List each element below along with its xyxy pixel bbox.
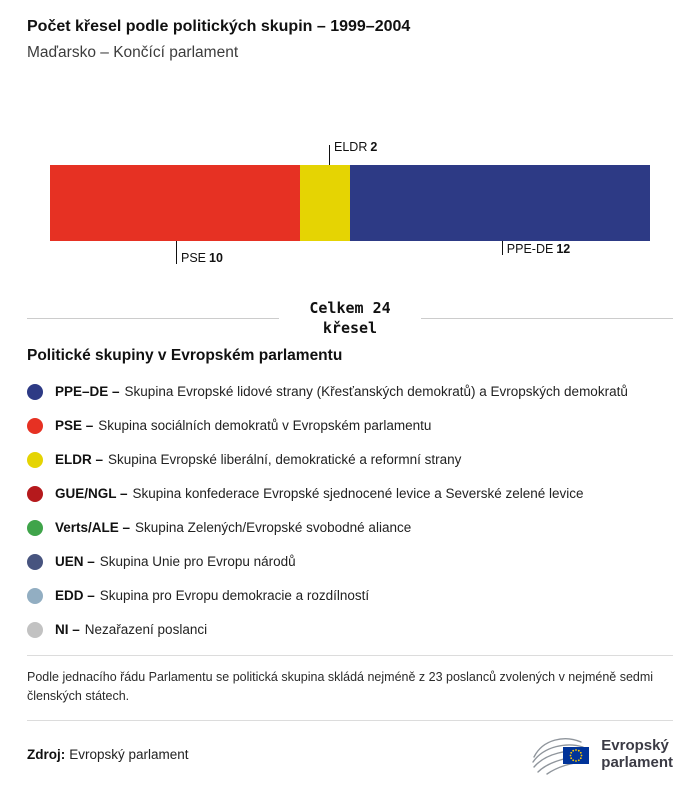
total-seats-caption — [27, 298, 673, 339]
ep-logo-line1: Evropský — [601, 737, 669, 754]
legend-abbr: ELDR – — [55, 452, 104, 467]
legend-dot — [27, 384, 43, 400]
bar-segment-eldr — [300, 165, 350, 241]
legend-item-eldr — [27, 443, 673, 477]
legend-text — [55, 554, 296, 569]
ep-logo-mark — [531, 733, 591, 775]
ep-logo-text — [601, 737, 673, 772]
legend-text — [55, 486, 584, 501]
legend-text — [55, 384, 628, 399]
source — [27, 747, 189, 762]
legend-desc: Nezařazení poslanci — [84, 622, 208, 637]
legend-abbr: UEN – — [55, 554, 95, 569]
bar-tick-ppe — [502, 241, 503, 255]
legend-text — [55, 588, 369, 603]
stacked-bar — [50, 165, 650, 241]
bar-label-pse — [181, 251, 223, 265]
legend-dot — [27, 452, 43, 468]
legend-abbr: EDD – — [55, 588, 95, 603]
legend-item-ni — [27, 613, 673, 647]
legend-heading: Politické skupiny v Evropském parlamentu — [27, 346, 343, 364]
bar-label-pse-name: PSE — [181, 251, 207, 265]
legend-item-pse — [27, 409, 673, 443]
bar-label-eldr-name: ELDR — [334, 140, 368, 154]
bar-tick-eldr — [329, 145, 330, 165]
legend-item-gue-ngl — [27, 477, 673, 511]
legend-text — [55, 622, 207, 637]
footnote: Podle jednacího řádu Parlamentu se politická skupina skládá nejméně z 23 poslanců zvolených v nejméně sedmi členských státech. — [27, 669, 654, 703]
legend-item-ppe-de — [27, 375, 673, 409]
legend-desc: Skupina Unie pro Evropu národů — [99, 554, 296, 569]
legend-dot — [27, 486, 43, 502]
bar-label-ppe-de — [507, 242, 570, 256]
bar-segment-ppe-de — [350, 165, 650, 241]
legend-text — [55, 520, 411, 535]
page-title: Počet křesel podle politických skupin – 1999–2004 — [27, 18, 411, 35]
total-rule-right — [421, 318, 673, 319]
total-line2: křesel — [322, 319, 378, 338]
header — [0, 0, 700, 62]
legend-item-edd — [27, 579, 673, 613]
legend-item-uen — [27, 545, 673, 579]
bar-segment-pse — [50, 165, 300, 241]
legend — [27, 375, 673, 647]
page-subtitle: Maďarsko – Končící parlament — [27, 44, 239, 61]
legend-item-verts-ale — [27, 511, 673, 545]
bar-tick-pse — [176, 241, 177, 264]
ep-logo — [531, 733, 673, 775]
legend-text — [55, 418, 431, 433]
legend-desc: Skupina Evropské liberální, demokratické a reformní strany — [108, 452, 462, 467]
bar-label-ppe-de-value: 12 — [556, 242, 571, 256]
bar-label-pse-value: 10 — [209, 251, 223, 265]
legend-abbr: NI – — [55, 622, 80, 637]
footer — [27, 733, 673, 775]
total-seats-text — [279, 298, 420, 339]
legend-text — [55, 452, 461, 467]
source-label: Zdroj: — [27, 746, 66, 762]
bar-label-eldr-value: 2 — [370, 140, 378, 154]
legend-dot — [27, 418, 43, 434]
total-rule-left — [27, 318, 279, 319]
legend-dot — [27, 554, 43, 570]
source-value: Evropský parlament — [69, 746, 189, 762]
total-line1: Celkem 24 — [309, 299, 391, 317]
legend-abbr: Verts/ALE – — [55, 520, 131, 535]
legend-desc: Skupina pro Evropu demokracie a rozdílností — [99, 588, 370, 603]
legend-desc: Skupina konfederace Evropské sjednocené levice a Severské zelené levice — [132, 486, 584, 501]
legend-desc: Skupina Evropské lidové strany (Křesťanských demokratů) a Evropských demokratů — [124, 384, 628, 399]
legend-desc: Skupina Zelených/Evropské svobodné aliance — [135, 520, 412, 535]
legend-abbr: GUE/NGL – — [55, 486, 128, 501]
divider-bottom — [27, 720, 673, 721]
seat-chart — [50, 140, 650, 280]
legend-dot — [27, 520, 43, 536]
ep-logo-line2: parlament — [601, 754, 673, 772]
bar-label-eldr — [334, 140, 377, 154]
legend-desc: Skupina sociálních demokratů v Evropském parlamentu — [98, 418, 432, 433]
legend-abbr: PSE – — [55, 418, 94, 433]
legend-abbr: PPE–DE – — [55, 384, 120, 399]
bar-label-ppe-de-name: PPE-DE — [506, 242, 554, 256]
divider-top — [27, 655, 673, 656]
legend-dot — [27, 622, 43, 638]
legend-dot — [27, 588, 43, 604]
